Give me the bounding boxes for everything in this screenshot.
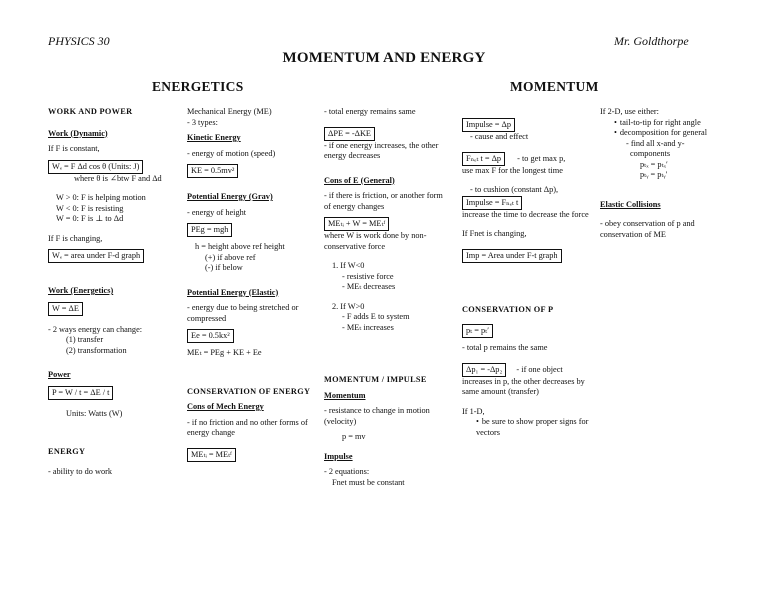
formula-pt-eq: pₜ = pₜ′: [462, 324, 493, 338]
formula-fnet-t: Fₙₑₜ t = Δp: [462, 152, 505, 166]
text-energy-height: - energy of height: [187, 207, 247, 217]
text-transfer: (1) transfer: [66, 335, 104, 344]
formula-work: Wₑ = F Δd cos θ (Units: J): [48, 160, 143, 174]
column-2d: [600, 107, 725, 240]
text-if-w-pos: 2. If W>0: [332, 301, 365, 311]
column-work-power: [48, 107, 178, 477]
text-energy-motion: - energy of motion (speed): [187, 148, 276, 158]
text-transformation: (2) transformation: [66, 345, 127, 355]
text-units-watts: Units: Watts (W): [66, 408, 123, 418]
text-no-friction: - if no friction and no other forms of energy change: [187, 417, 308, 437]
heading-work-power: WORK AND POWER: [48, 107, 133, 116]
text-tail-tip: • tail-to-tip for right angle: [614, 118, 725, 129]
text-increase-time: increase the time to decrease the force: [462, 209, 589, 219]
text-if-2d: If 2-D, use either:: [600, 107, 659, 116]
section-energetics: ENERGETICS: [152, 79, 244, 94]
formula-work-area: Wₑ = area under F-d graph: [48, 249, 144, 263]
text-if-one-object: - if one object: [516, 364, 563, 374]
heading-pot-grav: Potential Energy (Grav): [187, 192, 273, 201]
heading-cons-general: Cons of E (General): [324, 175, 395, 185]
formula-ee: Ee = 0.5kx²: [187, 329, 234, 343]
text-cause-effect: - cause and effect: [470, 132, 529, 141]
text-fnet-const: Fnet must be constant: [332, 477, 405, 487]
text-find-all: - find all x-and y-: [626, 138, 685, 148]
column-mechanical-energy: [187, 107, 312, 462]
text-total-same: - total energy remains same: [324, 107, 416, 116]
formula-pty: pₜᵧ = pₜᵧ′: [640, 170, 668, 179]
text-resistance: - resistance to change in motion (velocity): [324, 406, 430, 426]
heading-kinetic: Kinetic Energy: [187, 133, 241, 142]
text-above-ref: (+) if above ref: [205, 252, 256, 262]
formula-power: P = W / t = ΔE / t: [48, 386, 113, 400]
heading-mom-impulse: MOMENTUM / IMPULSE: [324, 375, 427, 384]
text-if-w-neg: 1. If W<0: [332, 261, 365, 270]
text-me-decreases: - MEₜ decreases: [342, 282, 396, 291]
course-name: PHYSICS 30: [48, 34, 110, 48]
text-w-zero: W = 0: F is ⊥ to Δd: [56, 214, 124, 223]
text-below: (-) if below: [205, 263, 243, 272]
text-if-fnet-changing: If Fnet is changing,: [462, 229, 527, 238]
formula-dpe-dke: ΔPE = -ΔKE: [324, 127, 375, 141]
formula-imp-area: Imp = Area under F-t graph: [462, 249, 562, 263]
text-w-negative: W < 0: F is resisting: [56, 203, 124, 213]
text-where-theta: where θ is ∠btw F and Δd: [74, 173, 162, 183]
text-two-eq: - 2 equations:: [324, 467, 370, 476]
text-increases-in-p: increases in p, the other decreases by same amount (transfer): [462, 376, 585, 396]
formula-ke: KE = 0.5mv²: [187, 164, 238, 178]
section-momentum: MOMENTUM: [510, 79, 599, 94]
formula-dp-eq: Δp₁ = -Δp₂: [462, 363, 506, 377]
text-f-constant: If F is constant,: [48, 144, 100, 153]
formula-me-w: MEₜᵢ + W = MEₜᶠ: [324, 217, 389, 231]
formula-me-eq: MEₜᵢ = MEₜᶠ: [187, 448, 236, 462]
text-two-ways: - 2 ways energy can change:: [48, 324, 143, 334]
heading-cons-p: CONSERVATION OF P: [462, 304, 554, 314]
text-if-one-increases: - if one energy increases, the other energy decreases: [324, 140, 439, 160]
heading-power: Power: [48, 370, 71, 379]
formula-p-mv: p = mv: [342, 432, 366, 441]
text-to-cushion: - to cushion (constant Δp),: [470, 185, 559, 194]
text-obey: - obey conservation of p and conservation of ME: [600, 219, 695, 239]
text-total-p: - total p remains the same: [462, 343, 548, 352]
text-if-1d: If 1-D,: [462, 406, 485, 416]
page-title: MOMENTUM AND ENERGY: [282, 50, 486, 66]
text-if-friction: - if there is friction, or another form of energy changes: [324, 191, 443, 211]
heading-cons-mech: Cons of Mech Energy: [187, 402, 264, 411]
text-w-positive: W > 0: F is helping motion: [56, 193, 146, 202]
heading-work-dynamic: Work (Dynamic): [48, 128, 108, 138]
text-three-types: - 3 types:: [187, 117, 218, 127]
text-f-adds: - F adds E to system: [342, 312, 410, 321]
column-conservation: [324, 107, 449, 488]
text-components: components: [630, 149, 671, 158]
formula-w-de: W = ΔE: [48, 302, 83, 316]
text-resistive: - resistive force: [342, 271, 394, 281]
text-ability: - ability to do work: [48, 466, 113, 476]
heading-cons-energy: CONSERVATION OF ENERGY: [187, 386, 311, 396]
text-to-get-max: - to get max p,: [517, 153, 566, 163]
column-impulse: [462, 118, 590, 438]
text-mech-energy: Mechanical Energy (ME): [187, 107, 272, 116]
text-use-max-f: use max F for the longest time: [462, 165, 563, 175]
text-me-sum: MEₜ = PEg + KE + Ee: [187, 348, 262, 357]
heading-impulse: Impulse: [324, 451, 353, 461]
text-f-changing: If F is changing,: [48, 233, 103, 243]
text-decomp: • decomposition for general: [614, 128, 725, 139]
teacher-name: Mr. Goldthorpe: [614, 34, 689, 48]
formula-ptx: pₜₓ = pₜₓ′: [640, 159, 668, 169]
text-energy-stretch: - energy due to being stretched or compressed: [187, 303, 299, 323]
text-where-w: where W is work done by non-conservative force: [324, 231, 427, 251]
formula-impulse-dp: Impulse = Δp: [462, 118, 515, 132]
text-me-increases: - MEₜ increases: [342, 322, 394, 332]
heading-work-energetics: Work (Energetics): [48, 286, 114, 295]
text-show-signs: • be sure to show proper signs for vectors: [476, 417, 590, 438]
heading-energy: ENERGY: [48, 447, 86, 456]
text-h-def: h = height above ref height: [195, 242, 285, 251]
heading-momentum: Momentum: [324, 390, 366, 400]
formula-impulse-fnet: Impulse = Fₙₑₜ t: [462, 196, 522, 210]
formula-peg: PEg = mgh: [187, 223, 232, 237]
heading-pot-elastic: Potential Energy (Elastic): [187, 287, 279, 297]
heading-elastic: Elastic Collisions: [600, 199, 661, 209]
